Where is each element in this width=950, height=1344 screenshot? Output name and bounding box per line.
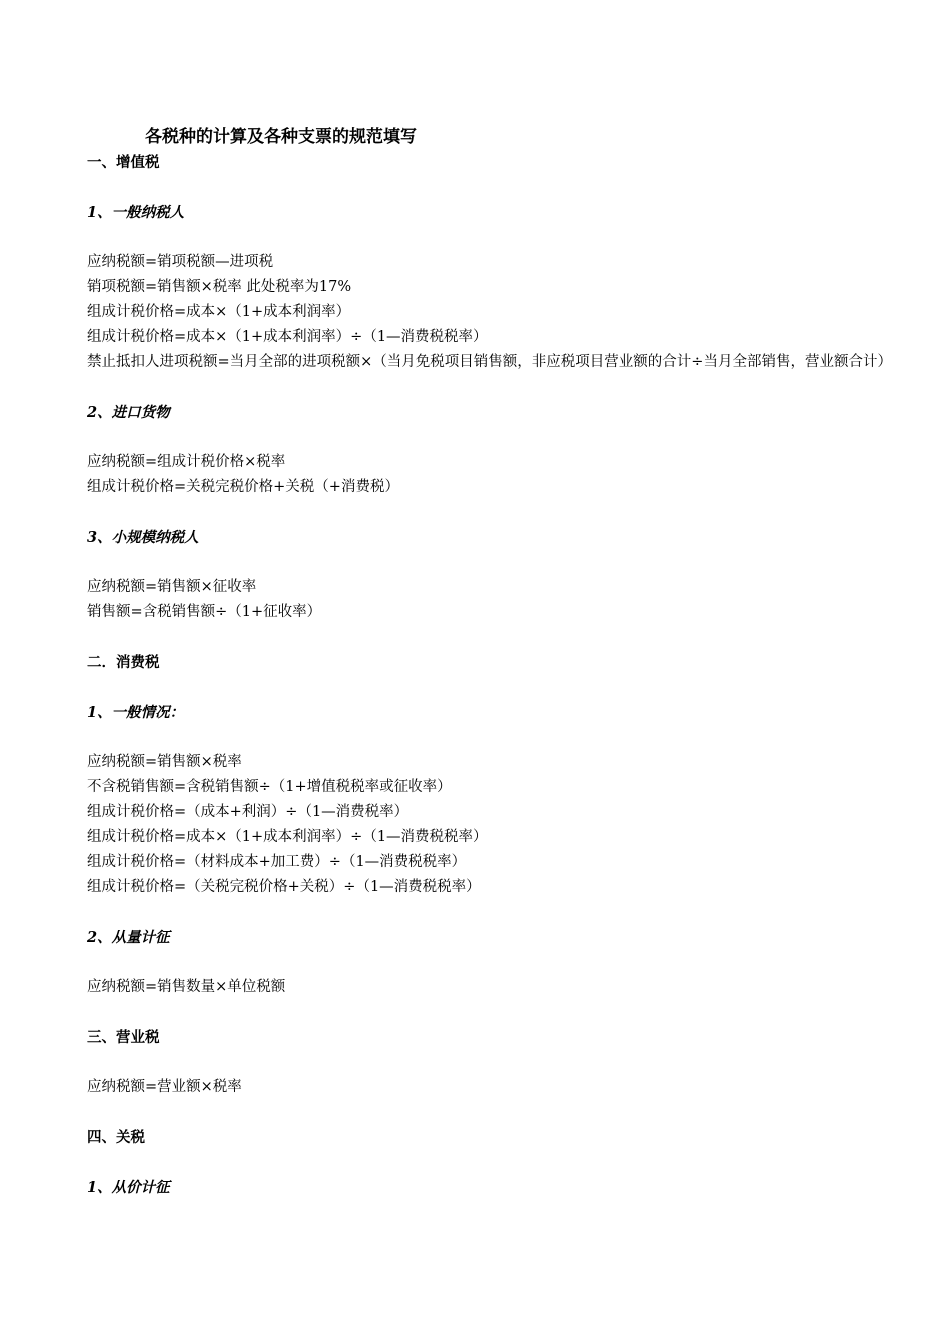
formula-line: 应纳税额=销项税额—进项税	[87, 254, 274, 270]
spacer	[87, 225, 939, 250]
spacer	[87, 425, 939, 450]
formula-line: 不含税销售额=含税销售额÷（1+增值税税率或征收率）	[87, 779, 452, 795]
subsection-heading-import-goods: 2、进口货物	[87, 404, 170, 421]
formula-line: 销项税额=销售额×税率 此处税率为17%	[87, 279, 352, 295]
section-heading-vat: 一、增值税	[87, 154, 160, 171]
section-heading-customs-duty: 四、关税	[87, 1129, 145, 1146]
formula-line: 应纳税额=销售额×征收率	[87, 579, 257, 595]
formula-line: 应纳税额=组成计税价格×税率	[87, 454, 286, 470]
formula-line: 应纳税额=销售额×税率	[87, 754, 242, 770]
spacer	[87, 1000, 939, 1025]
subsection-heading-small-taxpayer: 3、小规模纳税人	[87, 529, 199, 546]
spacer	[87, 1050, 939, 1075]
section-heading-business-tax: 三、营业税	[87, 1029, 160, 1046]
spacer	[87, 900, 939, 925]
formula-line: 组成计税价格=成本×（1+成本利润率）÷（1—消费税税率）	[87, 829, 488, 845]
document-body	[87, 150, 939, 1200]
spacer	[87, 950, 939, 975]
formula-line: 组成计税价格=关税完税价格+关税（+消费税）	[87, 479, 399, 495]
spacer	[87, 175, 939, 200]
subsection-heading-quantity-based: 2、从量计征	[87, 929, 170, 946]
spacer	[87, 1100, 939, 1125]
formula-line: 应纳税额=销售数量×单位税额	[87, 979, 286, 995]
spacer	[87, 550, 939, 575]
document-title: 各税种的计算及各种支票的规范填写	[145, 127, 417, 147]
formula-line: 组成计税价格=成本×（1+成本利润率）÷（1—消费税税率）	[87, 329, 488, 345]
spacer	[87, 500, 939, 525]
formula-line: 应纳税额=营业额×税率	[87, 1079, 242, 1095]
spacer	[87, 725, 939, 750]
formula-line: 组成计税价格=（成本+利润）÷（1—消费税率）	[87, 804, 409, 820]
subsection-heading-ad-valorem: 1、从价计征	[87, 1179, 170, 1196]
formula-line: 组成计税价格=成本×（1+成本利润率）	[87, 304, 351, 320]
formula-line: 组成计税价格=（材料成本+加工费）÷（1—消费税税率）	[87, 854, 467, 870]
subsection-heading-general-case: 1、一般情况：	[87, 704, 185, 721]
formula-line: 销售额=含税销售额÷（1+征收率）	[87, 604, 322, 620]
spacer	[87, 675, 939, 700]
formula-line: 组成计税价格=（关税完税价格+关税）÷（1—消费税税率）	[87, 879, 481, 895]
subsection-heading-general-taxpayer: 1、一般纳税人	[87, 204, 185, 221]
spacer	[87, 625, 939, 650]
spacer	[87, 375, 939, 400]
formula-line: 禁止抵扣人进项税额=当月全部的进项税额×（当月免税项目销售额，非应税项目营业额的合计÷当月全部销售，营业额合计）	[87, 354, 892, 370]
section-heading-consumption-tax: 二．消费税	[87, 654, 160, 671]
spacer	[87, 1150, 939, 1175]
